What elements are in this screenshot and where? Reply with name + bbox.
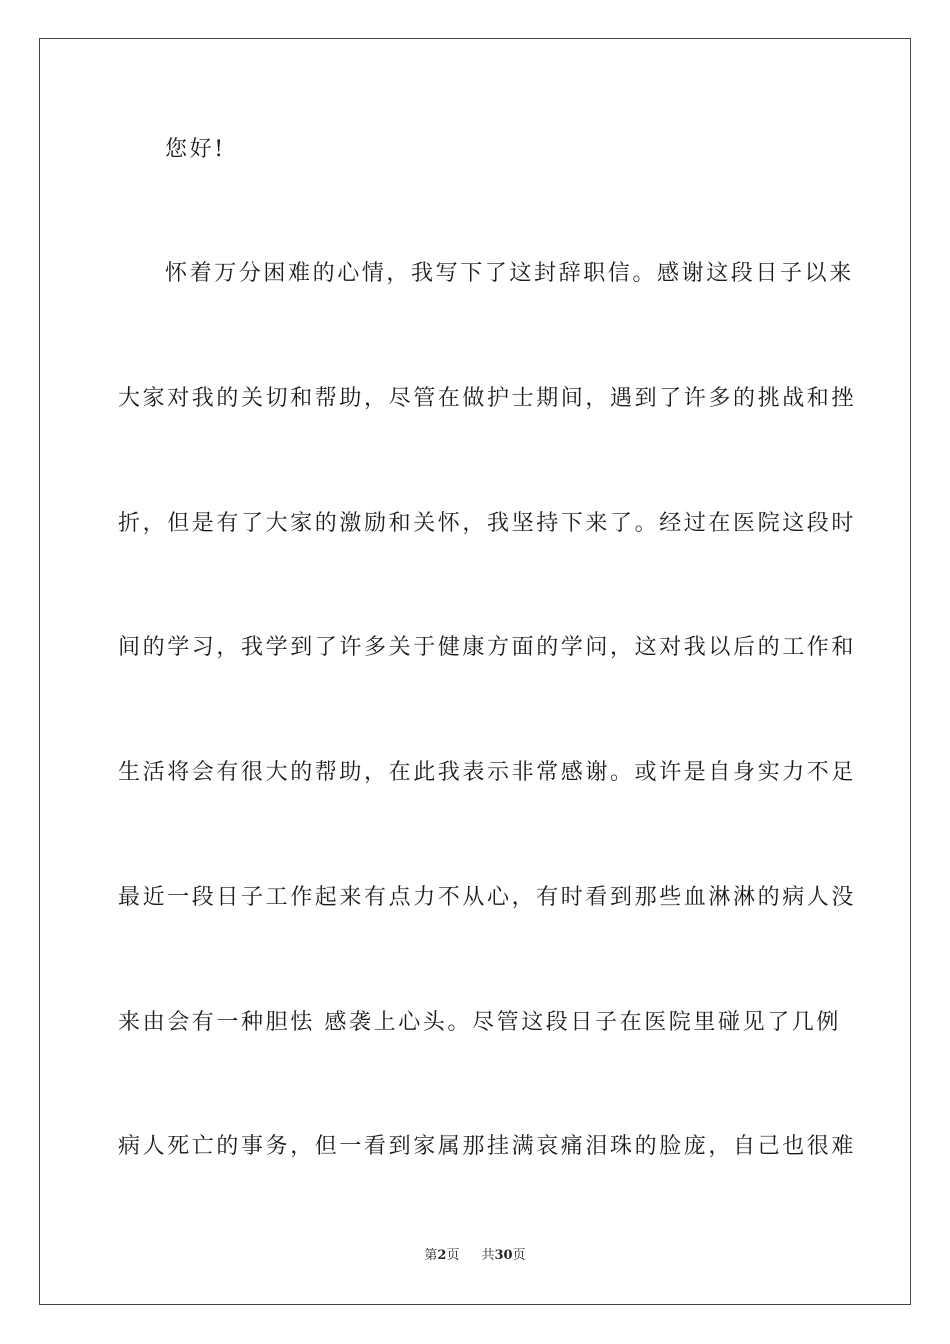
paragraph-line: 病人死亡的事务，但一看到家属那挂满哀痛泪珠的脸庞，自己也很难 bbox=[118, 1134, 857, 1159]
page-frame bbox=[39, 38, 911, 1305]
paragraph-line: 大家对我的关切和帮助，尽管在做护士期间，遇到了许多的挑战和挫 bbox=[118, 386, 857, 411]
paragraph-line: 最近一段日子工作起来有点力不从心，有时看到那些血淋淋的病人没 bbox=[118, 885, 857, 910]
greeting: 您好! bbox=[165, 137, 226, 162]
paragraph-line: 怀着万分困难的心情，我写下了这封辞职信。感谢这段日子以来 bbox=[165, 261, 854, 286]
paragraph-line: 生活将会有很大的帮助，在此我表示非常感谢。或许是自身实力不足 bbox=[118, 760, 857, 785]
page-number-label: 第2页 bbox=[424, 1248, 460, 1263]
paragraph-line: 折，但是有了大家的激励和关怀，我坚持下来了。经过在医院这段时 bbox=[118, 511, 857, 536]
paragraph-line: 间的学习，我学到了许多关于健康方面的学问，这对我以后的工作和 bbox=[118, 635, 857, 660]
page-total-label: 共30页 bbox=[481, 1248, 526, 1263]
page-footer bbox=[0, 1247, 950, 1265]
paragraph-line: 来由会有一种胆怯 感袭上心头。尽管这段日子在医院里碰见了几例 bbox=[118, 1010, 841, 1035]
